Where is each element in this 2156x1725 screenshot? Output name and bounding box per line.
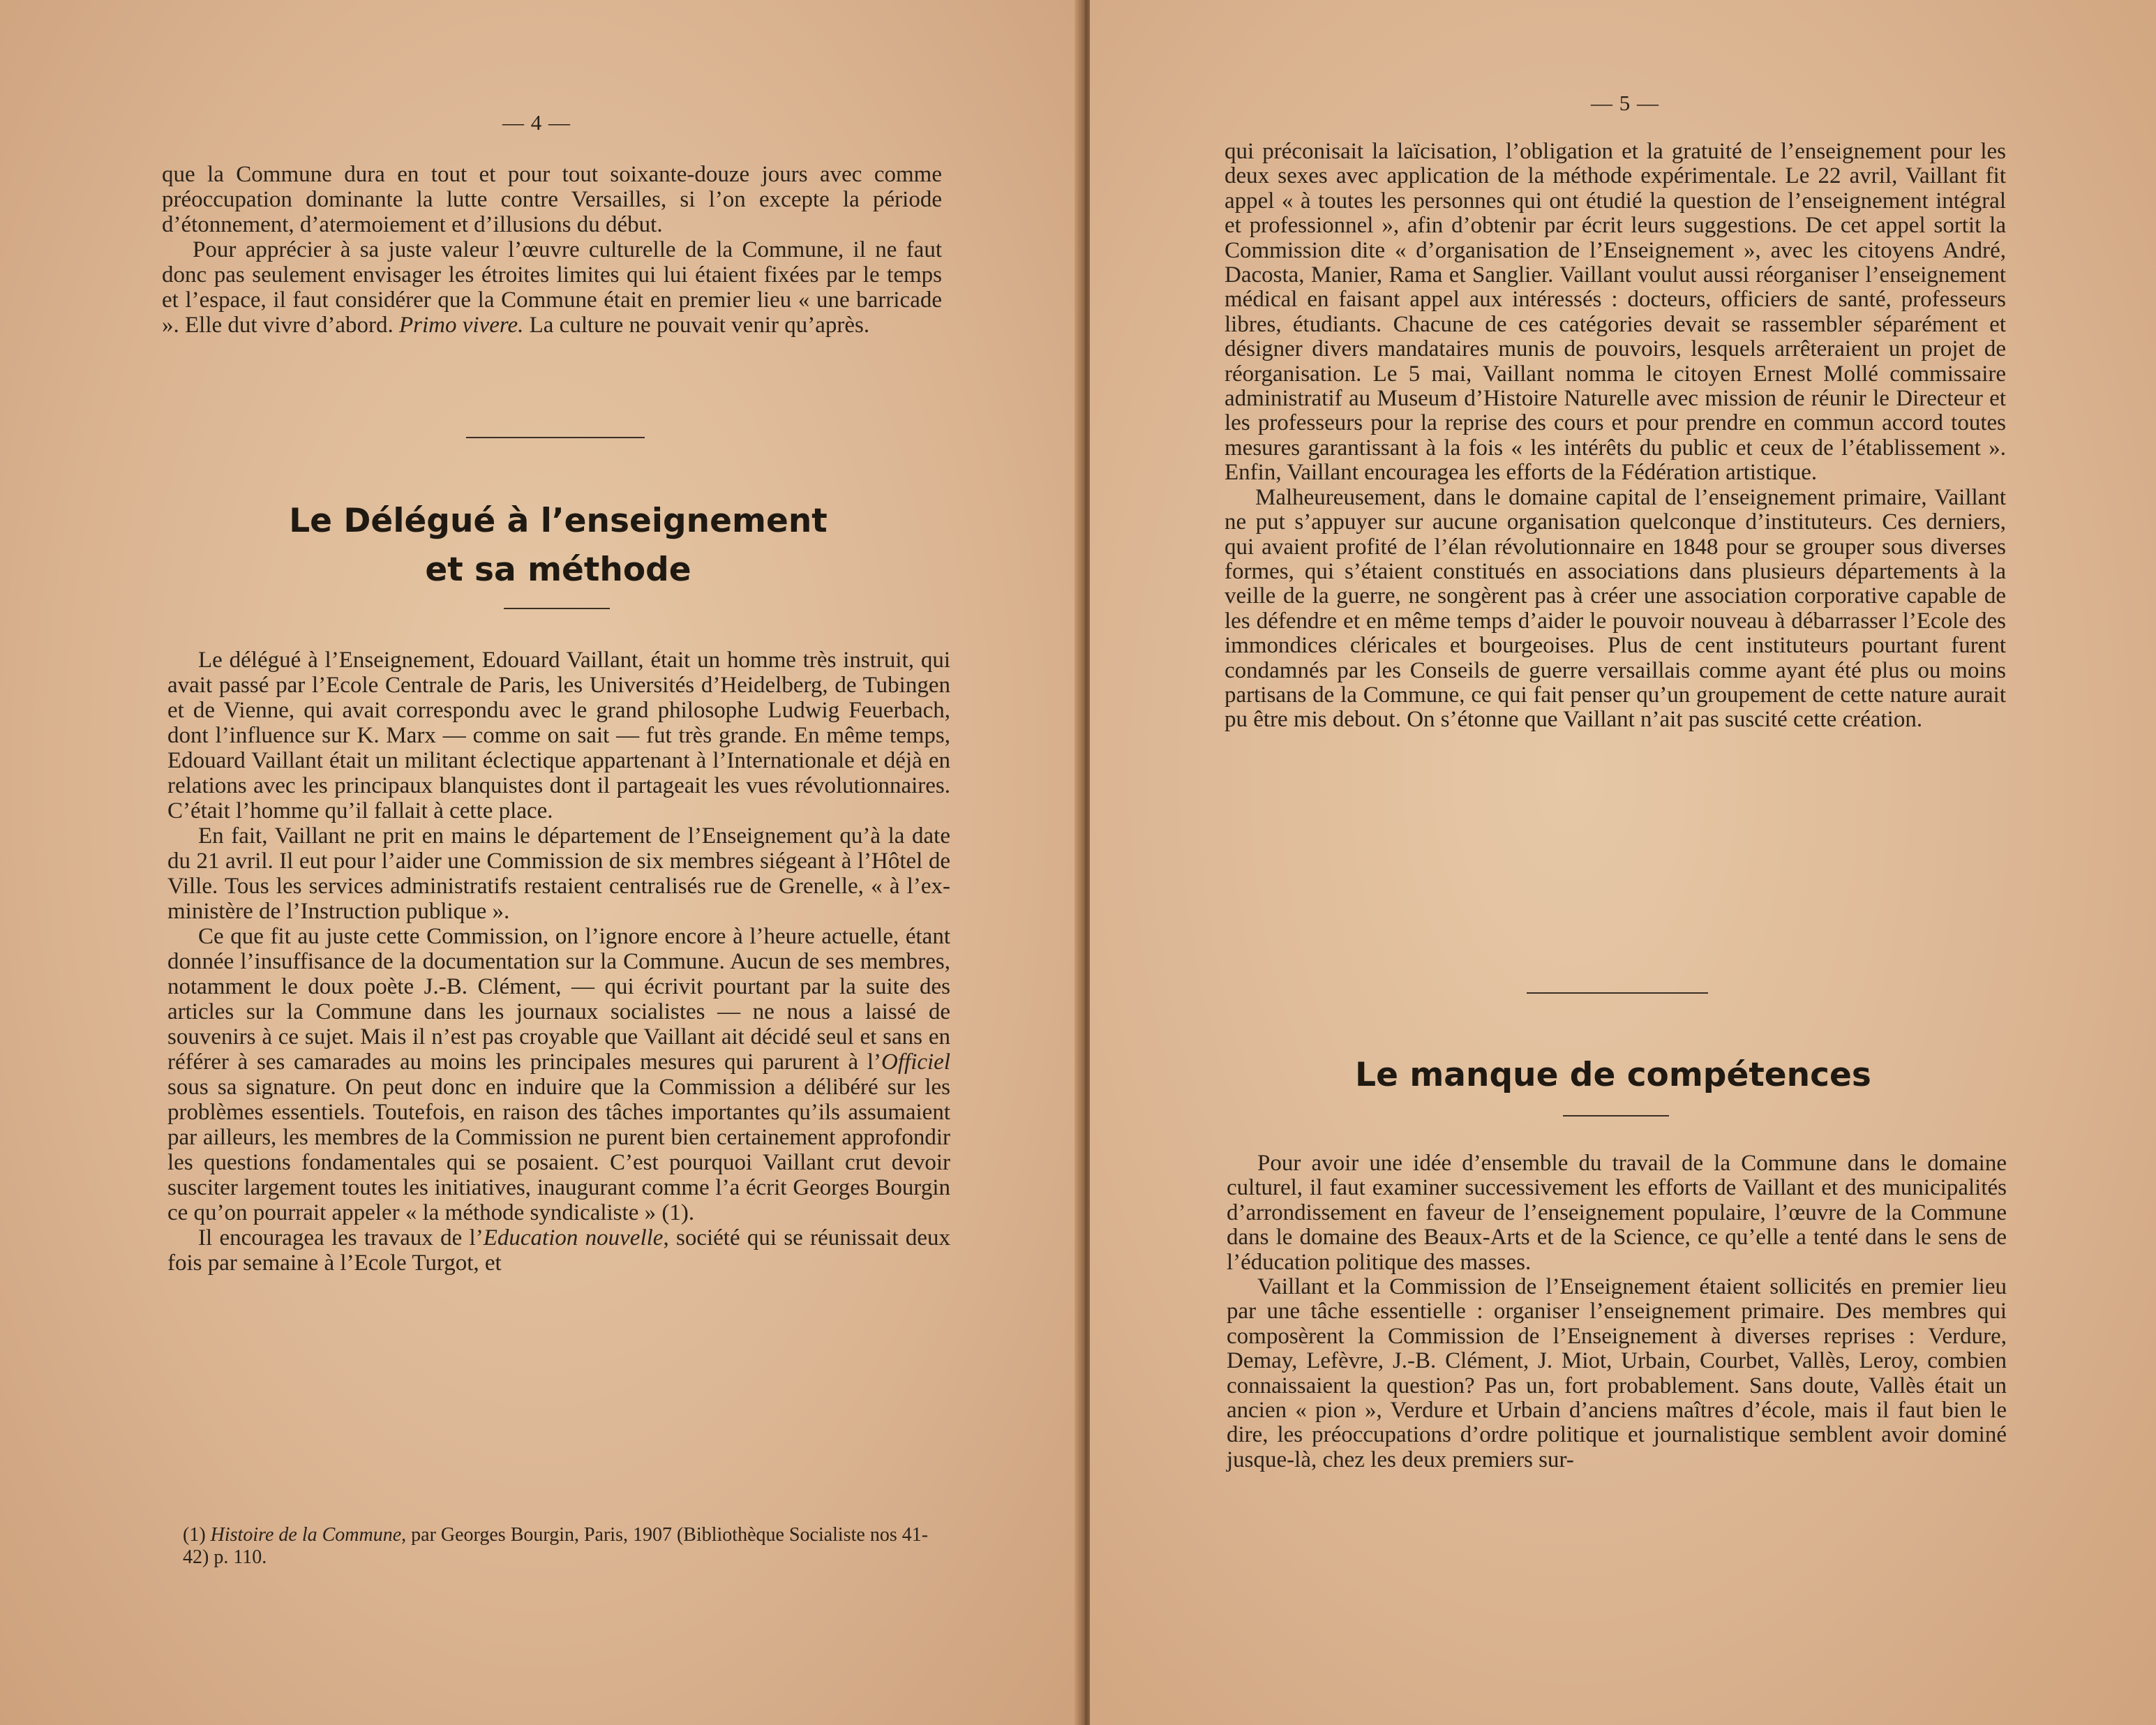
footnote-number: (1) (183, 1524, 206, 1546)
page-number-left: — 4 — (502, 110, 571, 135)
section-divider-right (1527, 992, 1708, 994)
left-paragraph-3 (167, 924, 950, 1225)
right-paragraph-2: Malheureusement, dans le domaine capital de l’enseignement primaire, Vaillant ne put s’appuyer sur aucune organisation quelconque d’instituteurs. Ces derniers, qui avaient profité de l’élan révolutionnaire en 1848 pour se grouper sous diverses formes, qui s’étaient constitués en associations dans plusieurs départements à la veille de la guerre, ne songèrent pas à créer une association corporative capable de les défendre et en même temps d’aider le pouvoir nouveau à débarrasser l’Ecole des immondices cléricales et bourgeoises. Plus de cent instituteurs pourtant furent condamnés par les Conseils de guerre versaillais comme ayant été plus ou moins partisans de la Commune, ce qui fait penser qu’un groupement de cette nature aurait pu être mis debout. On s’étonne que Vaillant n’ait pas suscité cette création. (1225, 484, 2006, 733)
officiel-italic: Officiel (881, 1050, 950, 1075)
left-paragraph-1: Le délégué à l’Enseignement, Edouard Vaillant, était un homme très instruit, qui avait passé par l’Ecole Centrale de Paris, les Universités d’Heidelberg, de Tubingen et de Vienne, qui avait correspondu avec le grand philosophe Ludwig Feuerbach, dont l’influence sur K. Marx — comme on sait — fut très grande. En même temps, Edouard Vaillant était un militant éclectique appartenant à l’Internationale et déjà en relations avec les principaux blanquistes dont il partageait les vues révolutionnaires. C’était l’homme qu’il fallait à cette place. (167, 648, 950, 823)
section-heading-line-1: Le Délégué à l’enseignement (289, 502, 828, 540)
left-paragraph-4-end: , société qui se réunissait deux fois par semaine à l’Ecole Turgot, et (167, 1225, 951, 1276)
left-paragraph-4-text: Il encouragea les travaux de l’ (198, 1225, 484, 1250)
heading-underline-right (1563, 1115, 1669, 1117)
left-intro-paragraph-2-end: La culture ne pouvait venir qu’après. (529, 313, 870, 338)
education-nouvelle-italic: Education nouvelle (483, 1225, 664, 1250)
left-intro-paragraph-1: que la Commune dura en tout et pour tout soixante-douze jours avec comme préoccupation dominante la lutte contre Versailles, si l’on excepte la période d’étonnement, d’atermoiement et d’illusions du début. (162, 162, 942, 237)
section-divider-left (466, 437, 645, 438)
right-paragraph-1: qui préconisait la laïcisation, l’obligation et la gratuité de l’enseignement pour les deux sexes avec application de la méthode expérimentale. Le 22 avril, Vaillant fit appel « à toutes les personnes qui ont étudié la question de l’enseignement intégral et professionnel », afin d’obtenir par écrit leurs suggestions. De cet appel sortit la Commission dite « d’organisation de l’Enseignement », avec les citoyens André, Dacosta, Manier, Rama et Sanglier. Vaillant voulut aussi réorganiser l’enseignement médical en faisant appel aux intéressés : docteurs, officiers de santé, professeurs libres, étudiants. Chacune de ces catégories devait se rassembler séparément et désigner divers mandataires munis de pouvoirs, lesquels arrêteraient un projet de réorganisation. Le 5 mai, Vaillant nomma le citoyen Ernest Mollé commissaire administratif au Museum d’Histoire Naturelle avec mission de réunir le Directeur et les professeurs pour la reprise des cours et pour prendre en commun accord toutes mesures garantissant à la fois « les intérêts du public et ceux de l’établissement ». Enfin, Vaillant encouragea les efforts de la Fédération artistique. (1225, 139, 2006, 486)
footnote-text: , par Georges Bourgin, Paris, 1907 (Bibliothèque Socialiste nos 41-42) p. 110. (183, 1524, 929, 1568)
section-heading-delegue (174, 497, 942, 595)
heading-underline-left (504, 608, 610, 609)
right-paragraph-4: Vaillant et la Commission de l’Enseignement étaient sollicités en premier lieu par une tâche essentielle : organiser l’enseignement primaire. Des membres qui composèrent la Commission de l’Enseignement à diverses reprises : Verdure, Demay, Lefèvre, J.-B. Clément, J. Miot, Urbain, Courbet, Vallès, Leroy, combien connaissaient la question? Pas un, fort probablement. Sans doute, Vallès était un ancien « pion », Verdure et Urbain d’anciens maîtres d’école, mais il faut bien le dire, les préoccupations d’ordre politique et journalistique semblent avoir dominé jusque-là, chez les deux premiers sur- (1227, 1274, 2007, 1472)
footnote-title: Histoire de la Commune (210, 1524, 402, 1546)
left-paragraph-3-end: sous sa signature. On peut donc en induire que la Commission a délibéré sur les problèmes essentiels. Toutefois, en raison des tâches importantes qu’ils assumaient par ailleurs, les membres de la Commission ne purent bien certainement approfondir les questions fondamentales qui se posaient. C’est pourquoi Vaillant crut devoir susciter largement toutes les initiatives, inaugurant comme l’a écrit Georges Bourgin ce qu’on pourrait appeler « la méthode syndicaliste » (1). (167, 1075, 950, 1225)
right-paragraph-3: Pour avoir une idée d’ensemble du travail de la Commune dans le domaine culturel, il faut examiner successivement les efforts de Vaillant et des municipalités d’arrondissement en faveur de l’enseignement populaire, l’œuvre de la Commune dans le domaine des Beaux-Arts et de la Science, ce qu’elle a tenté dans le sens de l’éducation politique des masses. (1227, 1151, 2007, 1275)
primo-vivere-italic: Primo vivere. (399, 313, 524, 338)
left-body-text (167, 648, 950, 1276)
left-intro-text (162, 162, 942, 338)
left-intro-paragraph-2-text: Pour apprécier à sa juste valeur l’œuvre culturelle de la Commune, il ne faut donc pas seulement envisager les étroites limites qui lui étaient fixées par le temps et l’espace, il faut considérer que la Commune était en premier lieu « une barricade ». Elle dut vivre d’abord. (162, 237, 942, 338)
left-paragraph-4 (167, 1225, 950, 1276)
footnote (183, 1524, 950, 1569)
section-heading-line-2: et sa méthode (425, 551, 691, 589)
right-page (1090, 0, 2156, 1725)
right-body-text (1225, 140, 2006, 733)
left-intro-paragraph-2 (162, 237, 942, 338)
left-paragraph-3-text: Ce que fit au juste cette Commission, on l’ignore encore à l’heure actuelle, étant donnée l’insuffisance de la documentation sur la Commune. Aucun de ses membres, notamment le doux poète J.-B. Clément, — qui écrivit pourtant par la suite des articles sur la Commune dans les journaux socialistes — ne nous a laissé de souvenirs à ce sujet. Mais il n’est pas croyable que Vaillant ait décidé seul et sans en référer à ses camarades au moins les principales mesures qui parurent à l’ (167, 924, 950, 1075)
page-number-right: — 5 — (1591, 91, 1659, 115)
section-heading-manque: Le manque de compétences (1355, 1056, 1871, 1094)
left-paragraph-2: En fait, Vaillant ne prit en mains le département de l’Enseignement qu’à la date du 21 avril. Il eut pour l’aider une Commission de six membres siégeant à l’Hôtel de Ville. Tous les services administratifs restaient centralisés rue de Grenelle, « à l’ex-ministère de l’Instruction publique ». (167, 823, 950, 924)
right-body-text-2 (1227, 1151, 2007, 1472)
